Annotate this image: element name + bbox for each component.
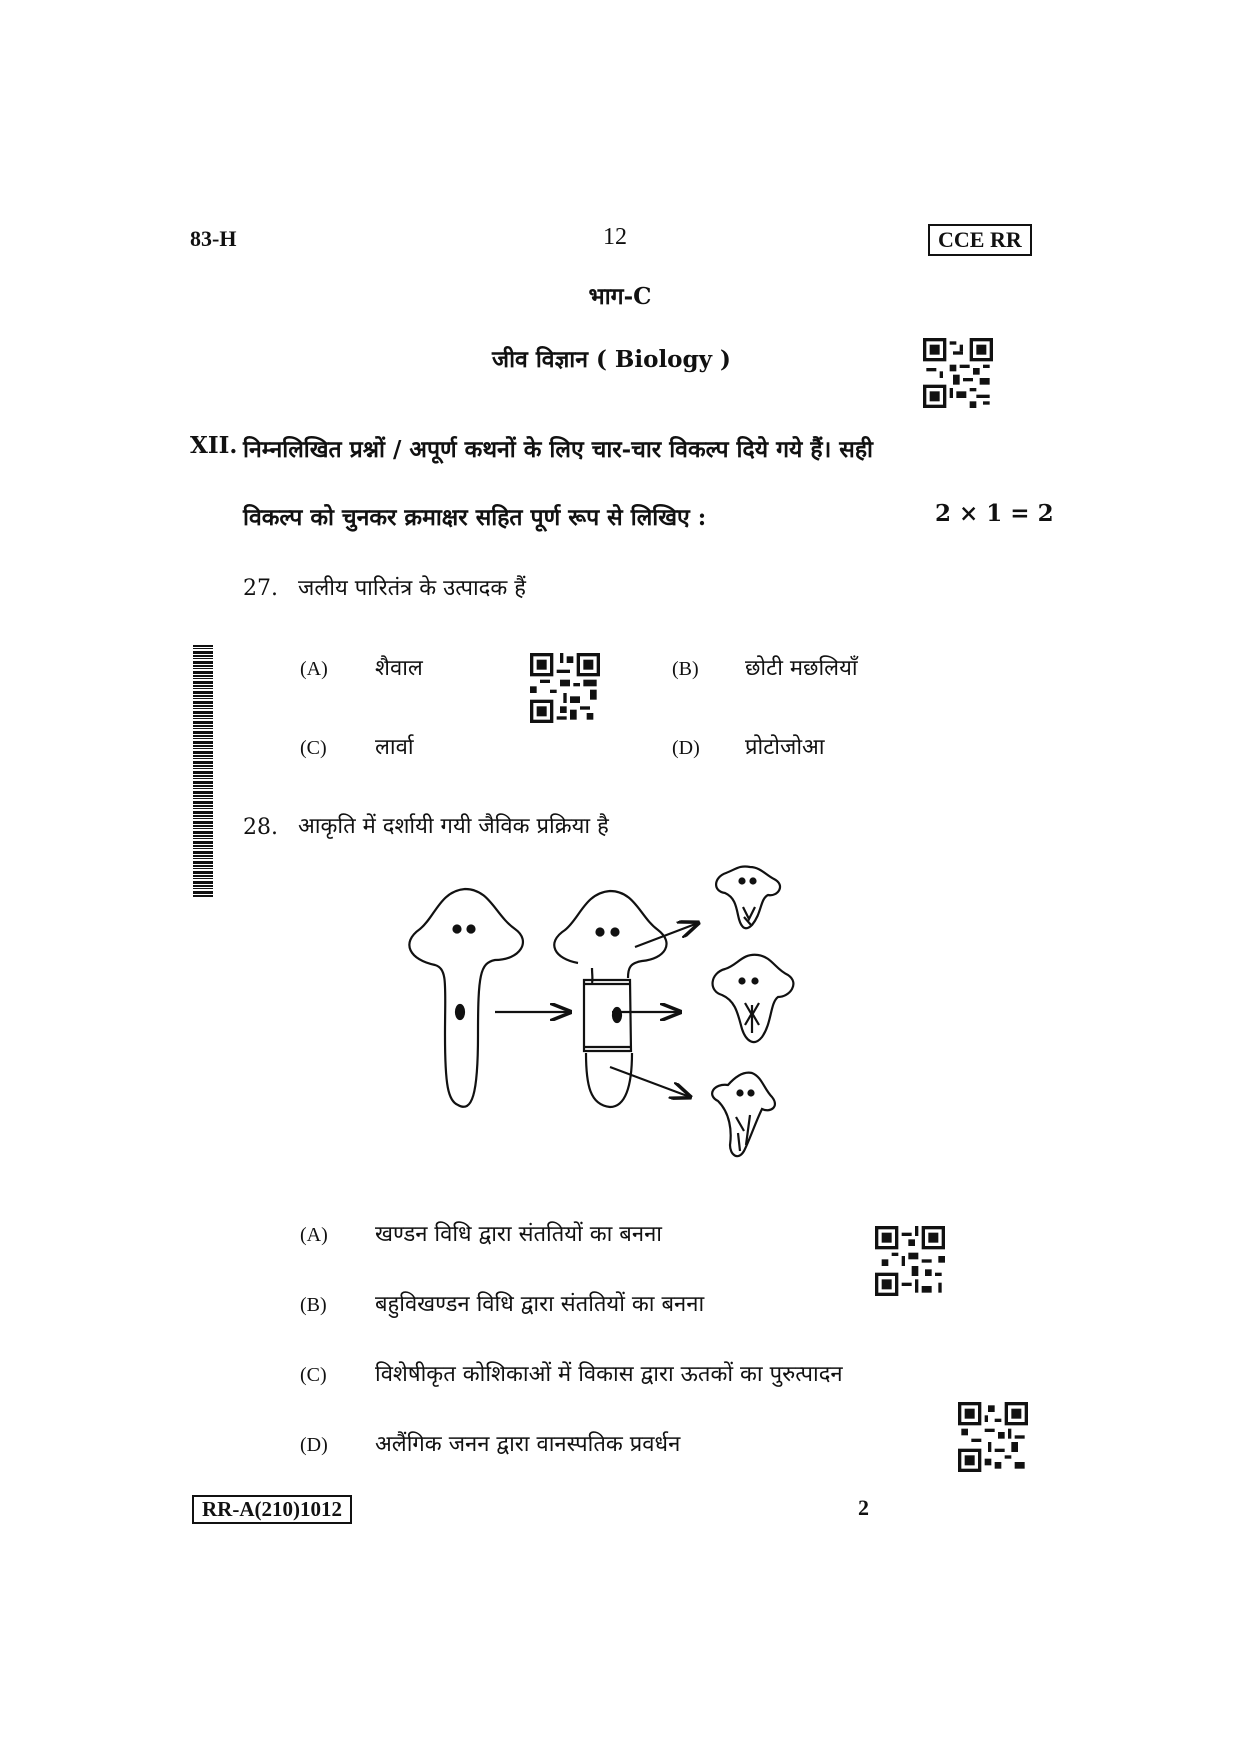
barcode-icon bbox=[193, 645, 213, 897]
qr-code-icon bbox=[875, 1226, 945, 1296]
question-27-number: 27. bbox=[243, 576, 278, 601]
q28-option-b-text: बहुविखण्डन विधि द्वारा संततियों का बनना bbox=[375, 1292, 705, 1317]
qr-code-icon bbox=[958, 1402, 1028, 1472]
q28-option-d-text: अलैंगिक जनन द्वारा वानस्पतिक प्रवर्धन bbox=[375, 1432, 681, 1457]
planaria-regeneration-diagram bbox=[400, 855, 880, 1185]
q28-option-a-label: (A) bbox=[300, 1224, 328, 1246]
q28-option-c-label: (C) bbox=[300, 1364, 327, 1386]
question-28-number: 28. bbox=[243, 815, 278, 840]
q28-option-c-text: विशेषीकृत कोशिकाओं में विकास द्वारा ऊतकों का पुरुत्पादन bbox=[375, 1362, 843, 1387]
page-number: 12 bbox=[603, 224, 627, 250]
section-title: भाग-C bbox=[588, 283, 652, 310]
instruction-number: XII. bbox=[190, 432, 238, 459]
qr-code-icon bbox=[923, 338, 993, 408]
q27-option-d-text: प्रोटोजोआ bbox=[745, 735, 825, 760]
q28-option-b-label: (B) bbox=[300, 1294, 327, 1316]
q27-option-a-text: शैवाल bbox=[375, 656, 423, 681]
q27-option-b-text: छोटी मछलियाँ bbox=[745, 656, 858, 681]
series-badge: CCE RR bbox=[928, 224, 1032, 256]
qr-code-icon bbox=[530, 653, 600, 723]
q27-option-a-label: (A) bbox=[300, 658, 328, 680]
q27-option-c-text: लार्वा bbox=[375, 735, 414, 760]
instruction-line-2: विकल्प को चुनकर क्रमाक्षर सहित पूर्ण रूप से लिखिए : bbox=[243, 504, 707, 531]
subject-title: जीव विज्ञान ( Biology ) bbox=[492, 346, 731, 373]
instruction-line-1: निम्नलिखित प्रश्नों / अपूर्ण कथनों के लिए चार-चार विकल्प दिये गये हैं। सही bbox=[243, 436, 874, 463]
footer-code: RR-A(210)1012 bbox=[192, 1495, 352, 1524]
instruction-marks: 2 × 1 = 2 bbox=[935, 500, 1054, 527]
question-28-text: आकृति में दर्शायी गयी जैविक प्रक्रिया है bbox=[298, 814, 609, 839]
q27-option-b-label: (B) bbox=[672, 658, 699, 680]
paper-code: 83-H bbox=[190, 226, 237, 251]
footer-page-number: 2 bbox=[858, 1495, 869, 1520]
q27-option-c-label: (C) bbox=[300, 737, 327, 759]
q28-option-a-text: खण्डन विधि द्वारा संततियों का बनना bbox=[375, 1222, 662, 1247]
question-27-text: जलीय पारितंत्र के उत्पादक हैं bbox=[298, 576, 526, 601]
q28-option-d-label: (D) bbox=[300, 1434, 328, 1456]
q27-option-d-label: (D) bbox=[672, 737, 700, 759]
